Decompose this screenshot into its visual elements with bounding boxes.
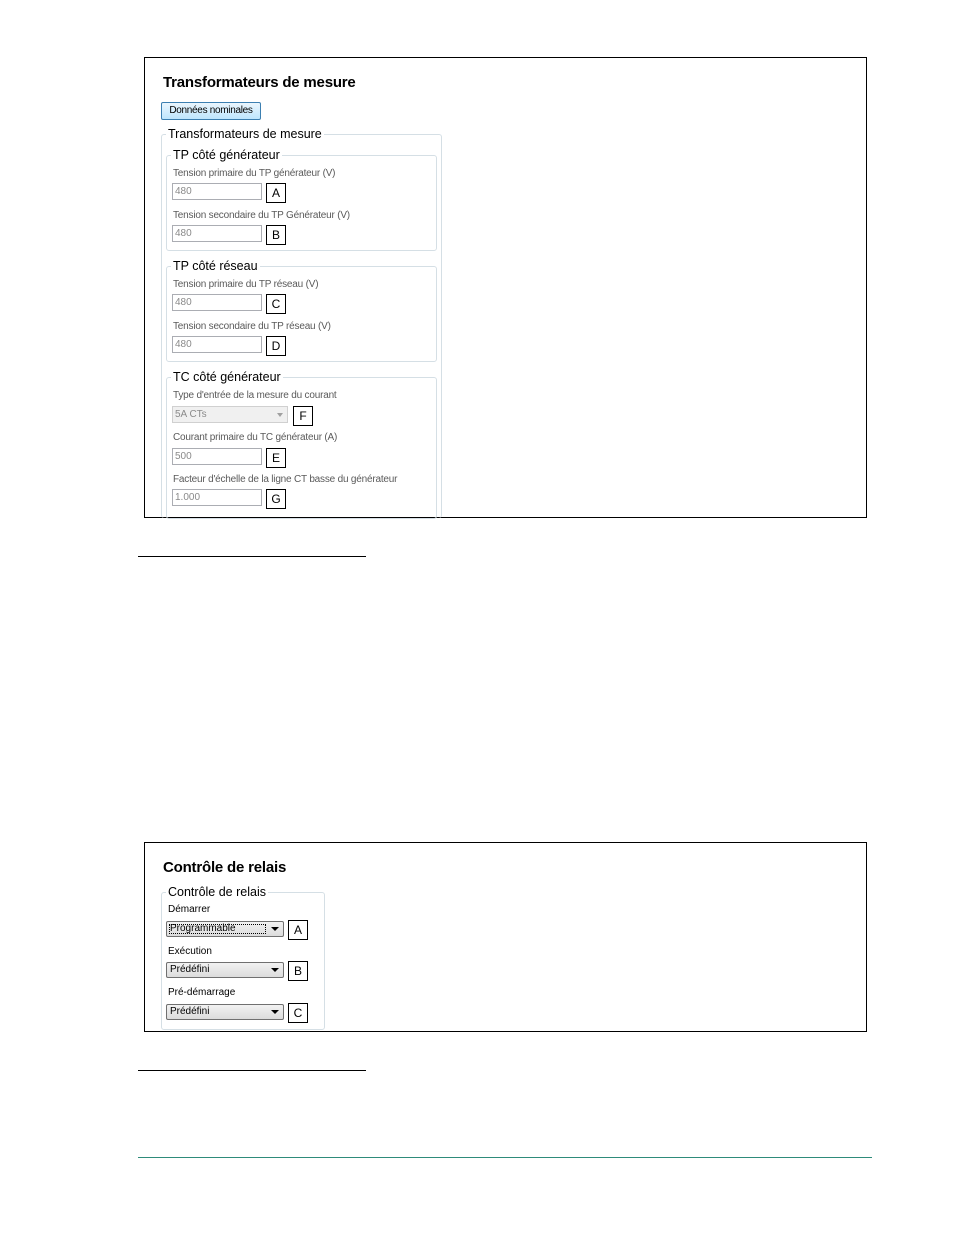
tag-g: G — [266, 489, 286, 509]
start-value: Programmable — [170, 923, 236, 934]
run-select[interactable] — [166, 962, 284, 978]
separator-rule — [138, 1070, 366, 1071]
prestart-label: Pré-démarrage — [168, 987, 236, 998]
tp-grid-secondary-input[interactable]: 480 — [172, 336, 262, 353]
tp-grid-primary-label: Tension primaire du TP réseau (V) — [173, 279, 319, 290]
tp-generator-secondary-input[interactable]: 480 — [172, 225, 262, 242]
tag-b: B — [288, 961, 308, 981]
tp-generator-title: TP côté générateur — [173, 148, 280, 162]
relay-control-panel — [144, 842, 867, 1032]
focus-ring — [169, 924, 266, 934]
tp-grid-primary-input[interactable]: 480 — [172, 294, 262, 311]
ct-scale-factor-label: Facteur d'échelle de la ligne CT basse du générateur — [173, 474, 398, 485]
tc-primary-current-input[interactable]: 500 — [172, 448, 262, 465]
tp-generator-secondary-label: Tension secondaire du TP Générateur (V) — [173, 210, 350, 221]
chevron-down-icon — [271, 1010, 279, 1014]
tp-generator-primary-label: Tension primaire du TP générateur (V) — [173, 168, 336, 179]
group-title: Contrôle de relais — [168, 885, 266, 899]
tag-f: F — [293, 406, 313, 426]
group-title: Transformateurs de mesure — [168, 127, 322, 141]
tc-generator-title: TC côté générateur — [173, 370, 281, 384]
ct-scale-factor-input[interactable]: 1.000 — [172, 489, 262, 506]
prestart-select[interactable] — [166, 1004, 284, 1020]
nominal-data-button[interactable]: Données nominales — [161, 102, 261, 120]
current-input-type-select[interactable] — [172, 406, 288, 423]
tag-c: C — [288, 1003, 308, 1023]
tag-e: E — [266, 448, 286, 468]
tag-a: A — [288, 920, 308, 940]
tp-grid-secondary-label: Tension secondaire du TP réseau (V) — [173, 321, 331, 332]
tp-grid-group — [166, 259, 437, 362]
panel-title: Contrôle de relais — [163, 859, 287, 876]
chevron-down-icon — [271, 927, 279, 931]
current-input-type-value: 5A CTs — [175, 409, 207, 420]
panel-title: Transformateurs de mesure — [163, 74, 356, 91]
current-input-type-label: Type d'entrée de la mesure du courant — [173, 390, 337, 401]
relay-control-group — [161, 885, 325, 1030]
tp-generator-primary-input[interactable]: 480 — [172, 183, 262, 200]
tag-d: D — [266, 336, 286, 356]
prestart-value: Prédéfini — [170, 1006, 210, 1017]
separator-rule — [138, 556, 366, 557]
run-value: Prédéfini — [170, 964, 210, 975]
tag-b: B — [266, 225, 286, 245]
start-select[interactable] — [166, 921, 284, 937]
run-label: Exécution — [168, 946, 212, 957]
tp-grid-title: TP côté réseau — [173, 259, 258, 273]
chevron-down-icon — [277, 413, 283, 417]
measurement-transformers-panel — [144, 57, 867, 518]
start-label: Démarrer — [168, 904, 211, 915]
measurement-transformers-group — [161, 127, 442, 518]
tc-generator-group — [166, 370, 437, 519]
tp-generator-group — [166, 148, 437, 251]
footer-rule — [138, 1157, 872, 1158]
tag-a: A — [266, 183, 286, 203]
chevron-down-icon — [271, 968, 279, 972]
tc-primary-current-label: Courant primaire du TC générateur (A) — [173, 432, 338, 443]
tag-c: C — [266, 294, 286, 314]
